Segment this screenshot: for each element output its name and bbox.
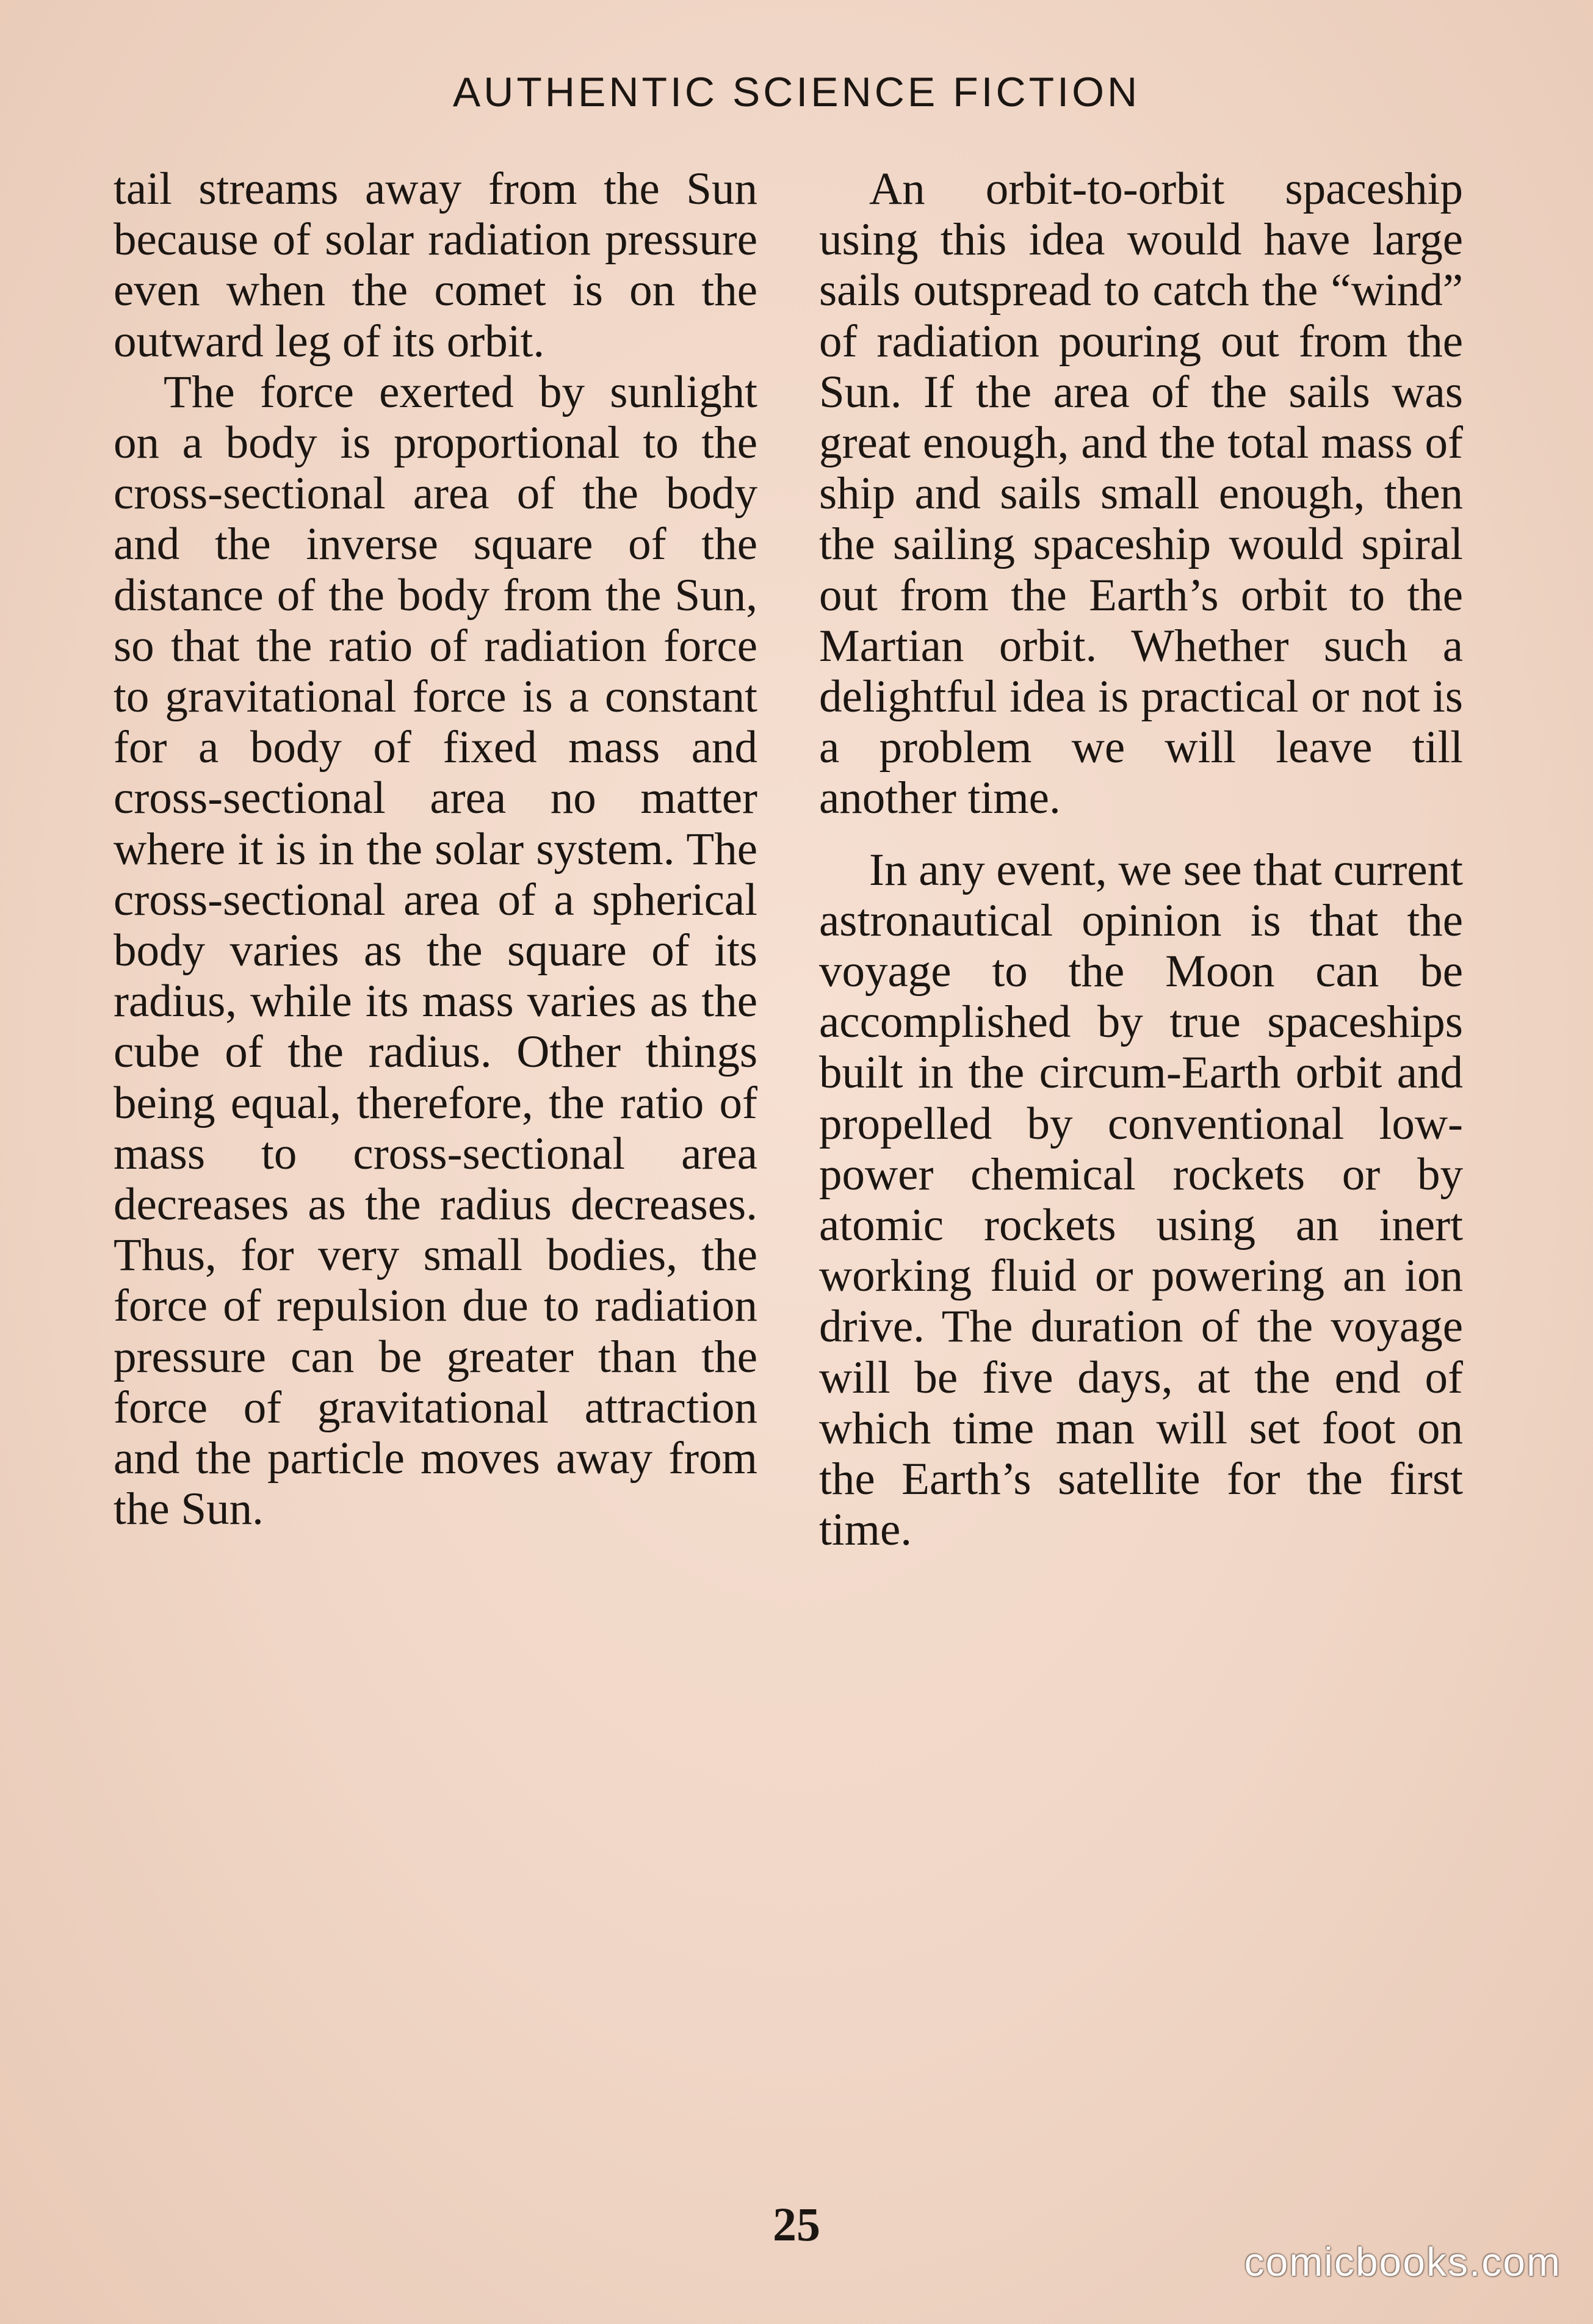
left-column <box>114 164 757 1534</box>
paragraph: tail streams away from the Sun because of solar radiation pressure even when the comet is on the outward leg of its orbit. <box>114 164 757 367</box>
running-title: AUTHENTIC SCIENCE FICTION <box>452 69 1141 115</box>
paragraph: In any event, we see that current astronautical opinion is that the voyage to the Moon can be accomplished by true spaceships built in the circum-Earth orbit and propelled by conventional low-power chemical rockets or by atomic rockets using an inert working fluid or powering an ion drive. The duration of the voyage will be five days, at the end of which time man will set foot on the Earth’s satellite for the first time. <box>819 844 1463 1556</box>
paragraph: An orbit-to-orbit spaceship using this idea would have large sails outspread to catch the “wind” of radiation pouring out from the Sun. If the area of the sails was great enough, and the total mass of ship and sails small enough, then the sailing spaceship would spiral out from the Earth’s orbit to the Martian orbit. Whether such a delightful idea is practical or not is a problem we will leave till another time. <box>819 164 1463 824</box>
right-column <box>819 164 1463 1555</box>
watermark: comicbooks.com <box>1244 2239 1561 2284</box>
paragraph: The force exerted by sunlight on a body is proportional to the cross-sectional area of the body and the inverse square of the distance of the body from the Sun, so that the ratio of radiation force to gravitational force is a constant for a body of fixed mass and cross-sectional area no matter where it is in the solar system. The cross-sectional area of a spherical body varies as the square of its radius, while its mass varies as the cube of the radius. Other things being equal, therefore, the ratio of mass to cross-sectional area decreases as the radius decreases. Thus, for very small bodies, the force of repulsion due to radiation pressure can be greater than the force of gravitational attraction and the particle moves away from the Sun. <box>114 366 757 1535</box>
page-number: 25 <box>773 2198 820 2251</box>
